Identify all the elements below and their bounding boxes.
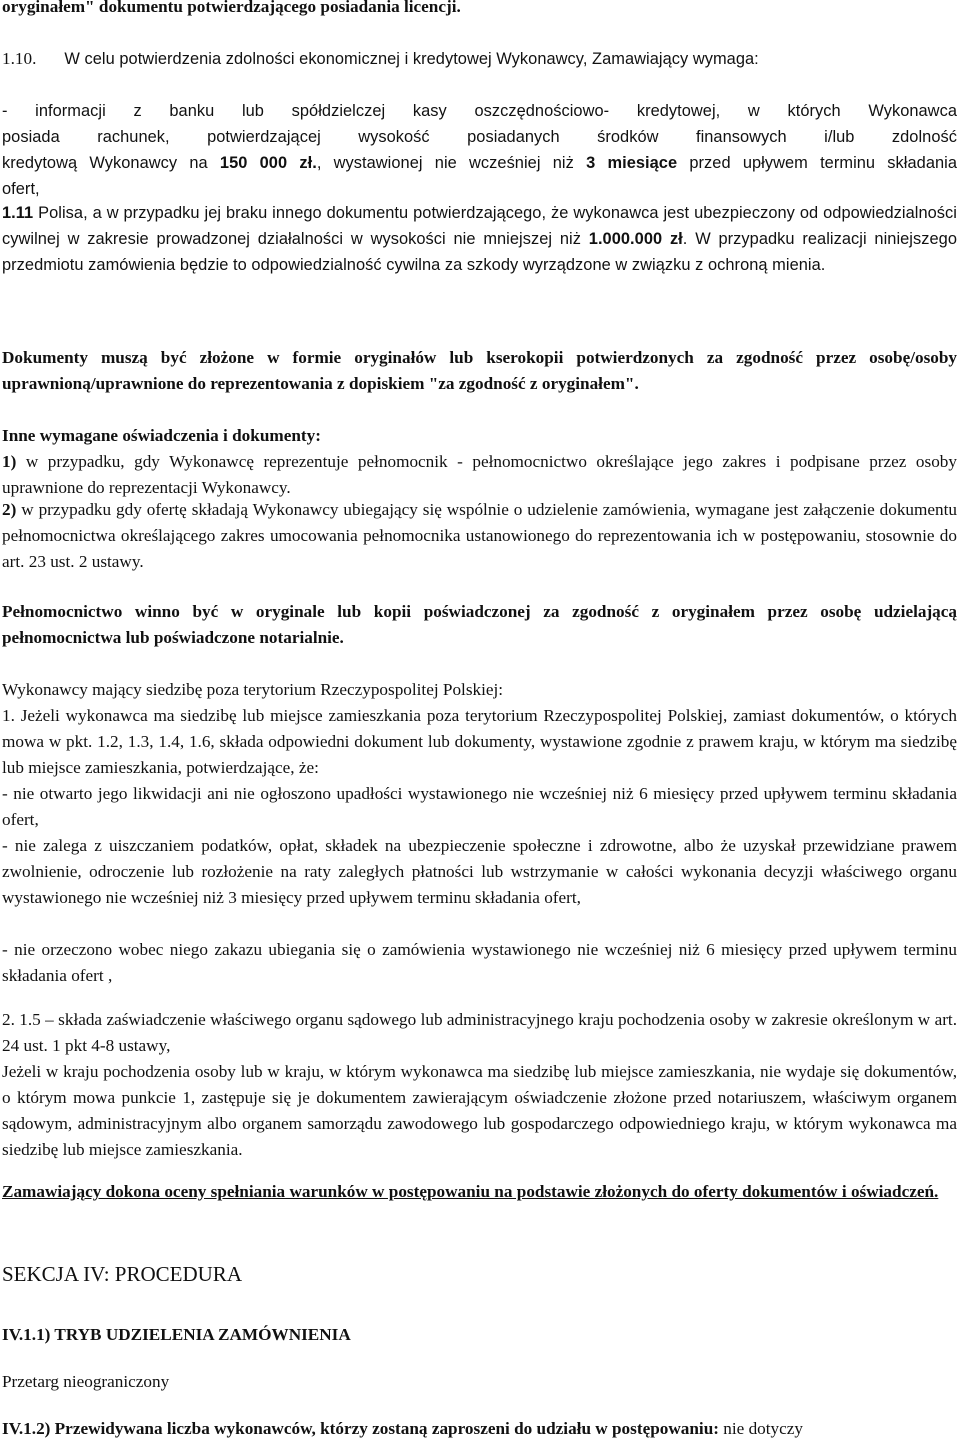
- polisa-amount: 1.000.000 zł: [588, 230, 683, 248]
- foreign-dash-2: - nie zalega z uiszczaniem podatków, opłat, składek na ubezpieczenie społeczne i zdrowotne, albo że uzyskał przewidziane prawem zwolnienie, odroczenie lub rozłożenie na raty zaległych płatności lub wstrzymanie w całości wykonania decyzji właściwego organu wystawionego nie wcześniej niż 3 miesięcy przed upływem terminu składania ofert,: [2, 836, 957, 907]
- other-documents-title: Inne wymagane oświadczenia i dokumenty:: [2, 426, 321, 445]
- bank-requirement: [2, 98, 957, 202]
- bank-line-3-c: , wystawionej nie wcześniej niż: [316, 154, 587, 172]
- foreign-dash-1: - nie otwarto jego likwidacji ani nie ogłoszono upadłości wystawionego nie wcześniej niż 6 miesięcy przed upływem terminu składania ofert,: [2, 784, 957, 829]
- bank-line-4: ofert,: [2, 180, 40, 198]
- section-1-10-text: W celu potwierdzenia zdolności ekonomicznej i kredytowej Wykonawcy, Zamawiający wymaga:: [64, 50, 759, 68]
- item-2-number: 2): [2, 500, 17, 519]
- item-2-joint-bid: [2, 497, 957, 575]
- section-1-11-number: 1.11: [2, 204, 34, 222]
- section-iv-heading: SEKCJA IV: PROCEDURA: [2, 1262, 242, 1286]
- bank-line-3: [2, 150, 957, 176]
- foreign-substitute-notice: Jeżeli w kraju pochodzenia osoby lub w kraju, w którym wykonawca ma siedzibę lub miejsce zamieszkania, nie wydaje się dokumentów, o którym mowa punkcie 1, zastępuje się je dokumentem zawierającym oświadczenie złożone przed notariuszem, właściwym organem sądowym, administracyjnym albo organem samorządu zawodowego lub gospodarczego odpowiedniego kraju, w którym wykonawca ma siedzibę lub miejsce zamieszkania.: [2, 1062, 957, 1159]
- foreign-contractors-title: Wykonawcy mający siedzibę poza terytorium Rzeczypospolitej Polskiej:: [2, 680, 504, 699]
- iv-1-2-heading: IV.1.2) Przewidywana liczba wykonawców, którzy zostaną zaproszeni do udziału w postępowaniu:: [2, 1419, 719, 1438]
- iv-1-2-line: [2, 1416, 957, 1442]
- section-1-10-number: 1.10.: [2, 49, 37, 68]
- iv-1-1-heading: IV.1.1) TRYB UDZIELENIA ZAMÓWNIENIA: [2, 1325, 351, 1344]
- polisa-text-a: Polisa, a w przypadku jej braku innego dokumentu potwierdzającego, że wykonawca jest ubezpieczony od odpowiedzialności cywilnej w zakresie prowadzonej działalności w wysokości nie mniejszej niż: [2, 204, 957, 248]
- bank-line-3-e: przed upływem terminu składania: [677, 154, 958, 172]
- item-1-text: w przypadku, gdy Wykonawcę reprezentuje pełnomocnik - pełnomocnictwo określające jego zakres i podpisane przez osoby uprawnione do reprezentacji Wykonawcy.: [2, 452, 957, 497]
- power-of-attorney-notice: Pełnomocnictwo winno być w oryginale lub kopii poświadczonej za zgodność z oryginałem przez osobę udzielającą pełnomocnictwa lub poświadczone notarialnie.: [2, 602, 957, 647]
- iv-1-2-value: nie dotyczy: [718, 1419, 803, 1438]
- bank-amount: 150 000 zł.: [219, 154, 317, 172]
- item-1-power-of-attorney: [2, 449, 957, 501]
- licence-tail-line: oryginałem" dokumentu potwierdzającego posiadania licencji.: [2, 0, 461, 16]
- foreign-dash-3: - nie orzeczono wobec niego zakazu ubiegania się o zamówienia wystawionego nie wcześniej niż 6 miesięcy przed upływem terminu składania ofert ,: [2, 940, 957, 985]
- section-1-11: [2, 200, 957, 278]
- bank-period: 3 miesiące: [586, 154, 678, 172]
- polisa-text-c: . W przypadku realizacji niniejszego przedmiotu zamówienia będzie to odpowiedzialność cywilna za szkody wyrządzone w związku z ochroną mienia.: [2, 230, 957, 274]
- evaluation-notice: Zamawiający dokona oceny spełniania warunków w postępowaniu na podstawie złożonych do oferty dokumentów i oświadczeń.: [2, 1182, 939, 1201]
- bank-line-3-a: kredytową Wykonawcy na: [2, 154, 220, 172]
- foreign-point-2: 2. 1.5 – składa zaświadczenie właściwego organu sądowego lub administracyjnego kraju pochodzenia osoby w zakresie określonym w art. 24 ust. 1 pkt 4-8 ustawy,: [2, 1010, 957, 1055]
- section-1-10: [2, 46, 957, 72]
- documents-form-notice: Dokumenty muszą być złożone w formie oryginałów lub kserokopii potwierdzonych za zgodność przez osobę/osoby uprawnioną/uprawnione do reprezentowania z dopiskiem "za zgodność z oryginałem".: [2, 348, 957, 393]
- foreign-point-1: 1. Jeżeli wykonawca ma siedzibę lub miejsce zamieszkania poza terytorium Rzeczypospolitej Polskiej, zamiast dokumentów, o których mowa w pkt. 1.2, 1.3, 1.4, 1.6, składa odpowiedni dokument lub dokumenty, wystawione zgodnie z prawem kraju, w którym ma siedzibę lub miejsce zamieszkania, potwierdzające, że:: [2, 706, 957, 777]
- item-2-text: w przypadku gdy ofertę składają Wykonawcy ubiegający się wspólnie o udzielenie zamówienia, wymagane jest załączenie dokumentu pełnomocnictwa określającego zakres umocowania pełnomocnika ustanowionego do reprezentowania ich w postępowaniu, stosownie do art. 23 ust. 2 ustawy.: [2, 500, 957, 571]
- bank-line-2: posiada rachunek, potwierdzającej wysokość posiadanych środków finansowych i/lub zdolność: [2, 128, 957, 146]
- item-1-number: 1): [2, 452, 17, 471]
- bank-line-1: - informacji z banku lub spółdzielczej kasy oszczędnościowo- kredytowej, w których Wykonawca: [2, 102, 957, 120]
- procedure-type: Przetarg nieograniczony: [2, 1372, 170, 1391]
